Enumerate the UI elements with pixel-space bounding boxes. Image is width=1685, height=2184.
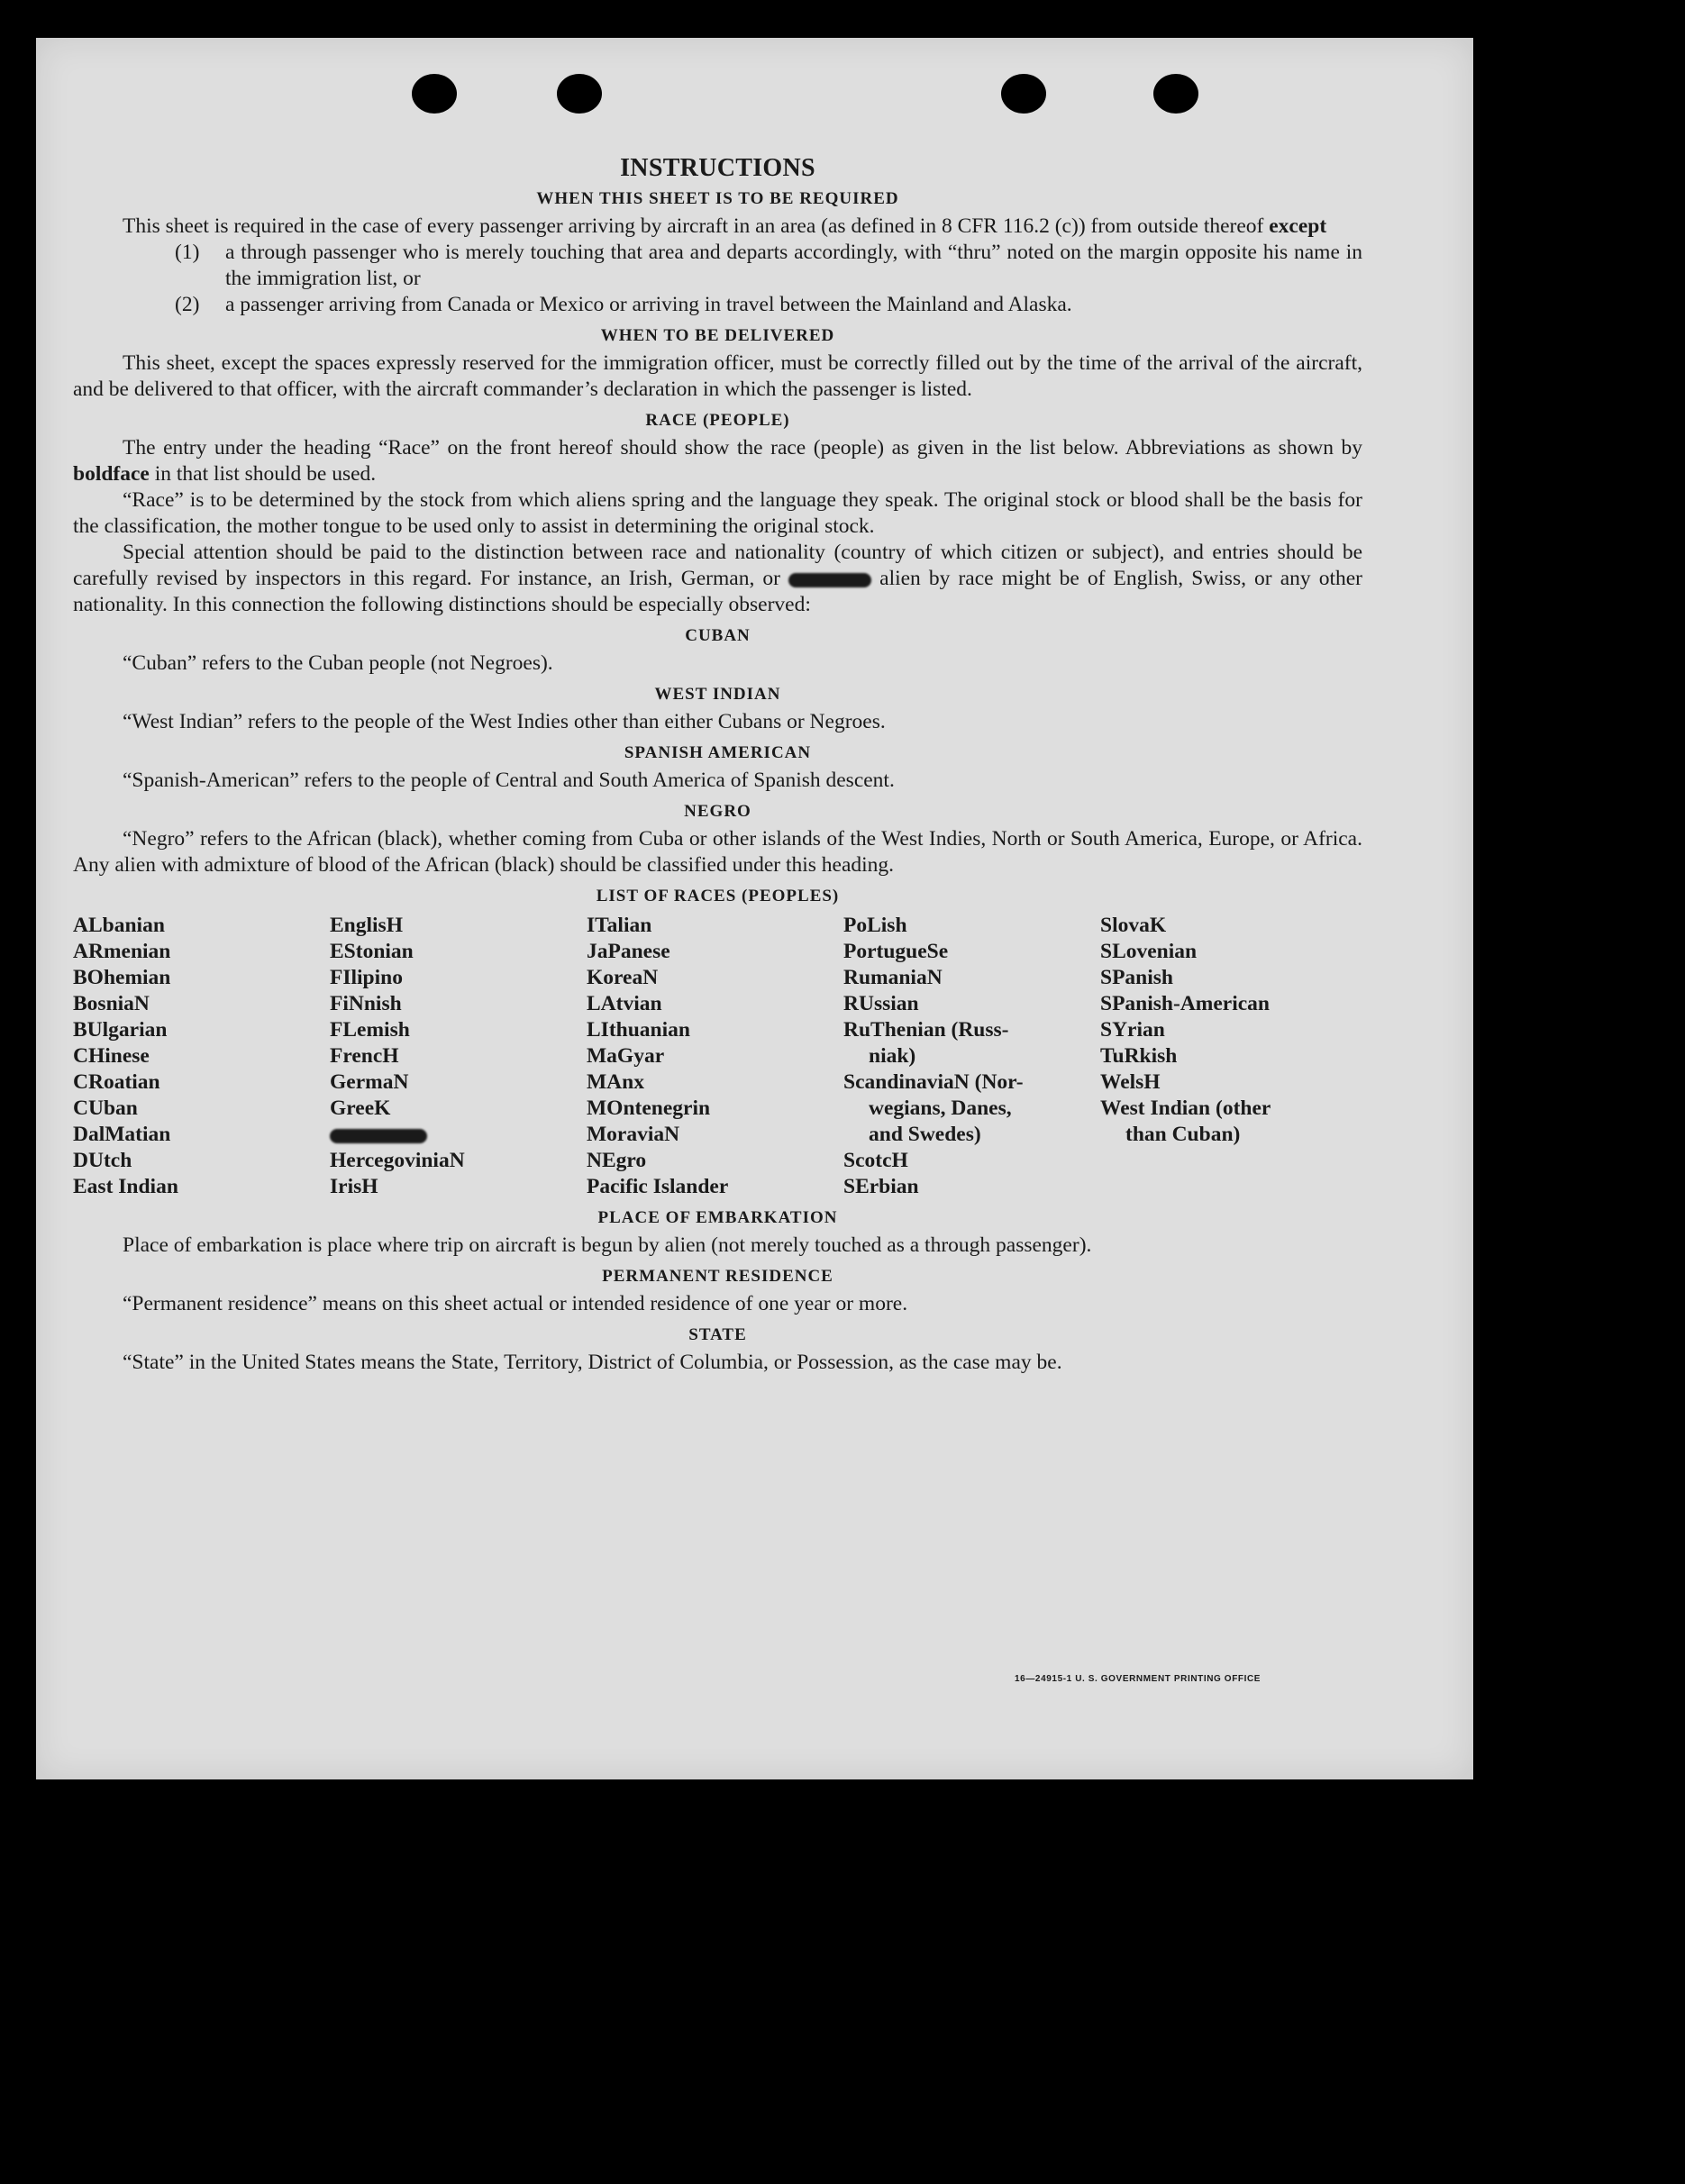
heading-required: WHEN THIS SHEET IS TO BE REQUIRED [536, 189, 899, 208]
list-item: ARmenian [73, 940, 171, 963]
heading-cuban: CUBAN [685, 626, 751, 645]
list-item: Pacific Islander [587, 1175, 729, 1198]
races-column-1 [73, 913, 330, 1200]
required-intro [73, 214, 1362, 240]
list-item: LIthuanian [587, 1018, 690, 1042]
list-item: CHinese [73, 1044, 150, 1068]
list-item: DUtch [73, 1149, 132, 1172]
instructions-content [73, 155, 1362, 1376]
list-item: EStonian [330, 940, 414, 963]
list-item: ScotcH [843, 1149, 908, 1172]
list-item: RuThenian (Russ- [843, 1018, 1009, 1042]
list-item: EnglisH [330, 914, 403, 937]
list-item: FLemish [330, 1018, 410, 1042]
list-item: RumaniaN [843, 966, 943, 989]
item-text: a through passenger who is merely touching that area and departs accordingly, with “thru” noted on the margin opposite his name in the immigration list, or [225, 241, 1362, 290]
races-column-3 [587, 913, 843, 1200]
list-item: ALbanian [73, 914, 165, 937]
race-paragraph-2: “Race” is to be determined by the stock from which aliens spring and the language they speak. The original stock or blood shall be the basis for the classification, the mother tongue to be used only to assist in determining the original stock. [73, 488, 1362, 538]
required-intro-text: This sheet is required in the case of every passenger arriving by aircraft in an area (as defined in 8 CFR 116.2 (c)) from outside thereof [123, 214, 1270, 238]
list-item-continued: than Cuban) [1125, 1123, 1241, 1146]
race-paragraph-1 [73, 435, 1362, 487]
race-p1-text: The entry under the heading “Race” on the front hereof should show the race (people) as given in the list below. Abbreviations as shown by [123, 436, 1362, 460]
list-item: WelsH [1100, 1070, 1161, 1094]
list-item: East Indian [73, 1175, 178, 1198]
list-item-continued: and Swedes) [869, 1123, 981, 1146]
list-item: TuRkish [1100, 1044, 1178, 1068]
list-item: HercegoviniaN [330, 1149, 465, 1172]
heading-embarkation: PLACE OF EMBARKATION [597, 1208, 838, 1227]
race-p3-end: alien by race might be of English, Swiss, or any other nationality. In this connection the following distinctions should be especially observed: [73, 567, 1362, 616]
heading-state: STATE [688, 1325, 747, 1344]
list-item: RUssian [843, 992, 919, 1015]
list-item: MaGyar [587, 1044, 665, 1068]
embarkation-text: Place of embarkation is place where trip on aircraft is begun by alien (not merely touched as a through passenger). [123, 1233, 1092, 1257]
list-item: JaPanese [587, 940, 670, 963]
list-item: GreeK [330, 1097, 391, 1120]
negro-text: “Negro” refers to the African (black), whether coming from Cuba or other islands of the West Indies, North or South America, Europe, or Africa. Any alien with admixture of blood of the African (black) should be classified under this heading. [73, 827, 1362, 877]
races-column-5 [1100, 913, 1362, 1200]
delivered-text: This sheet, except the spaces expressly reserved for the immigration officer, must be correctly filled out by the time of the arrival of the aircraft, and be delivered to that officer, with the aircraft commander’s declaration in which the passenger is listed. [73, 351, 1362, 401]
state-text: “State” in the United States means the State, Territory, District of Columbia, or Possession, as the case may be. [123, 1351, 1062, 1374]
required-item [175, 292, 1362, 318]
list-item: GermaN [330, 1070, 409, 1094]
residence-text: “Permanent residence” means on this sheet actual or intended residence of one year or more. [123, 1292, 908, 1315]
punch-hole [1001, 74, 1046, 114]
list-item: CRoatian [73, 1070, 160, 1094]
item-number: (1) [175, 241, 200, 264]
list-item: PoLish [843, 914, 907, 937]
list-item-continued: niak) [869, 1044, 916, 1068]
item-number: (2) [175, 293, 200, 316]
heading-delivered: WHEN TO BE DELIVERED [600, 326, 835, 345]
list-item: SLovenian [1100, 940, 1198, 963]
item-text: a passenger arriving from Canada or Mexico or arriving in travel between the Mainland and Alaska. [225, 293, 1072, 316]
races-column-2 [330, 913, 587, 1200]
heading-permanent-residence: PERMANENT RESIDENCE [602, 1267, 833, 1286]
west-indian-text: “West Indian” refers to the people of the West Indies other than either Cubans or Negroes. [123, 710, 886, 733]
list-item: ITalian [587, 914, 652, 937]
races-list [73, 913, 1362, 1200]
list-item: FrencH [330, 1044, 399, 1068]
list-item: DalMatian [73, 1123, 171, 1146]
list-item: MAnx [587, 1070, 644, 1094]
punch-hole [412, 74, 457, 114]
list-item: SPanish-American [1100, 992, 1270, 1015]
required-item [175, 240, 1362, 292]
heading-spanish-american: SPANISH AMERICAN [624, 743, 812, 762]
list-item: PortugueSe [843, 940, 949, 963]
required-intro-except: except [1269, 214, 1327, 238]
heading-race: RACE (PEOPLE) [645, 411, 790, 430]
race-paragraph-3 [73, 540, 1362, 618]
list-item: IrisH [330, 1175, 378, 1198]
page-title: INSTRUCTIONS [620, 154, 815, 182]
race-p3-text: Special attention should be paid to the distinction between race and nationality (country of which citizen or subject), and entries should be carefully revised by inspectors in this regard. For instance, an Irish, German, or [73, 541, 1362, 590]
printing-office-code: 16—24915-1 U. S. GOVERNMENT PRINTING OFFICE [1015, 1674, 1261, 1684]
list-item: ScandinaviaN (Nor- [843, 1070, 1024, 1094]
list-item: BosniaN [73, 992, 150, 1015]
document-page [36, 38, 1473, 1779]
list-item: MOntenegrin [587, 1097, 711, 1120]
list-item: MoraviaN [587, 1123, 680, 1146]
list-item: KoreaN [587, 966, 659, 989]
list-item: SErbian [843, 1175, 919, 1198]
cuban-text: “Cuban” refers to the Cuban people (not Negroes). [123, 651, 553, 675]
punch-hole [557, 74, 602, 114]
redaction-mark [330, 1129, 427, 1143]
heading-list-of-races: LIST OF RACES (PEOPLES) [596, 887, 840, 905]
heading-west-indian: WEST INDIAN [654, 685, 781, 704]
punch-hole [1153, 74, 1198, 114]
list-item: SPanish [1100, 966, 1173, 989]
list-item: BUlgarian [73, 1018, 168, 1042]
list-item: LAtvian [587, 992, 662, 1015]
list-item-continued: wegians, Danes, [869, 1097, 1012, 1120]
list-item: FIlipino [330, 966, 403, 989]
list-item: BOhemian [73, 966, 171, 989]
list-item: CUban [73, 1097, 138, 1120]
list-item: FiNnish [330, 992, 402, 1015]
list-item-redacted [330, 1122, 587, 1148]
list-item: SYrian [1100, 1018, 1165, 1042]
heading-negro: NEGRO [684, 802, 751, 821]
race-p1-end: in that list should be used. [149, 462, 377, 486]
list-item: SlovaK [1100, 914, 1167, 937]
list-item: West Indian (other [1100, 1097, 1271, 1120]
race-p1-boldface: boldface [73, 462, 150, 486]
list-item: NEgro [587, 1149, 647, 1172]
races-column-4 [843, 913, 1100, 1200]
redaction-mark [788, 573, 871, 587]
spanish-american-text: “Spanish-American” refers to the people of Central and South America of Spanish descent. [123, 769, 895, 792]
